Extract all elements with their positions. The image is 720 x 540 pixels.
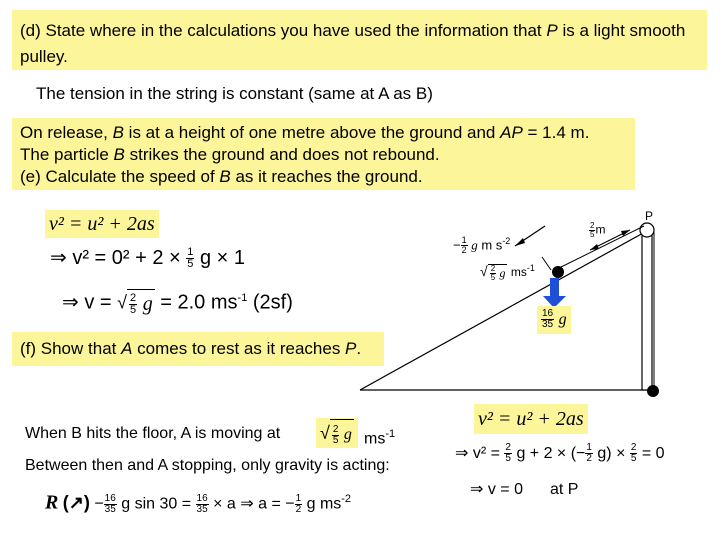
text: = 1.4 m. [522,123,590,142]
num: 2 [630,442,637,454]
sqrt-sign: √ [320,423,330,443]
part-d-text-1: (d) State where in the calculations you have used the information that [20,21,547,40]
var-p: P [345,339,357,358]
num: 16 [104,492,116,504]
unit: m s [481,237,503,253]
text: On release, [20,123,113,142]
g: g [499,265,506,280]
sqrt-body [127,289,155,318]
step2-lhs: ⇒ v = [62,291,112,314]
tail: × a ⇒ a = − [213,495,295,513]
lhs: ⇒ v = 0 [470,481,523,498]
unit: ms [364,430,386,448]
at-p-label: at P [550,481,579,498]
mid2: g) × [597,445,626,462]
part-d-var-p: P [546,21,558,40]
fraction [630,443,638,464]
fraction [461,236,468,255]
text: (e) Calculate the speed of [20,167,220,186]
minus: − [94,495,104,513]
g: g [142,292,153,315]
sqrt-body [488,264,508,282]
num: 16 [196,492,208,504]
exponent: -1 [237,292,248,304]
suvat-text: v² = u² + 2as [49,213,155,235]
var-b: B [219,167,231,186]
speed-label [480,260,535,282]
den: 2 [461,245,467,256]
exponent: -1 [385,428,396,440]
hits-floor-line [25,424,280,444]
var-a: A [121,339,133,358]
fraction [585,443,593,464]
den: 5 [332,434,339,446]
part-e-question [12,118,635,190]
particle-a [552,266,564,278]
part-f-question [12,332,384,366]
text: is at a height of one metre above the ground and [123,123,501,142]
hits-unit [364,424,395,449]
fraction [104,494,117,515]
step2-rhs: = 2.0 ms [160,291,238,314]
distance-arrow-head-1 [590,244,599,250]
var-b: B [113,145,125,164]
weight-arrow-shaft [550,278,559,298]
den: 5 [490,272,496,282]
part-d-text-2: is a light smooth pulley. [20,21,686,66]
step1-lhs: ⇒ v² = 0² + 2 × [50,247,181,269]
g: g [471,237,478,253]
g: g [343,426,352,444]
calc-f-step-2 [455,440,665,468]
calc-e-step-1 [50,244,245,272]
den: 5 [130,304,137,317]
text: as it reaches the ground. [230,167,423,186]
mid: g + 2 × (− [516,445,586,462]
wall [642,234,652,390]
fraction [490,265,496,282]
hits-speed-box [316,418,358,448]
text: The particle [20,145,114,164]
unit: m [595,222,606,237]
pulley-diagram [355,210,675,406]
gravity-line: Between then and A stopping, only gravity is acting: [25,457,390,474]
den: 2 [586,453,592,465]
num: 1 [586,442,592,454]
distance-label [589,222,605,239]
part-e-line-2 [20,144,635,166]
text: strikes the ground and does not rebound. [124,145,440,164]
tension-answer: The tension in the string is constant (same at A as B) [36,84,433,103]
exponent: -1 [526,263,535,273]
text: (f) Show that [20,339,122,358]
den: 2 [295,503,302,515]
label-p: P [645,209,654,223]
fraction [332,425,340,446]
resolve-line [45,485,351,518]
den: 35 [196,503,208,515]
sqrt-sign: √ [117,292,128,313]
part-e-line-3 [20,166,635,188]
weight-label [537,306,571,334]
r-arrow: (↗) [62,492,90,513]
num: 2 [332,423,339,435]
sqrt-sign: √ [480,263,488,279]
exponent: -2 [341,493,352,505]
end: g ms [306,495,342,513]
num: 1 [295,492,302,504]
g: g [558,311,567,328]
accel-arrow-head [515,238,525,246]
den: 5 [505,453,511,465]
calc-f-step-3 [470,476,523,504]
part-d-question [12,10,707,70]
den: 35 [104,503,116,515]
fraction [541,309,554,330]
hits-text: When B hits the floor, A is moving at [25,425,281,442]
text: comes to rest as it reaches [132,339,346,358]
var-ap: AP [500,123,523,142]
num: 2 [590,221,595,230]
num: 2 [490,263,496,273]
pulley-circle [640,223,654,237]
den: 35 [542,319,554,331]
suvat-formula-2 [474,404,588,434]
var-b: B [112,123,124,142]
num: 16 [542,308,554,320]
step2-tail: (2sf) [247,291,293,314]
step1-rhs: g × 1 [199,247,245,269]
part-e-line-1 [20,122,635,144]
text: . [356,339,362,358]
accel-label [453,233,510,255]
sign: − [453,237,461,253]
speed-arrow [542,257,551,270]
sqrt-body [330,419,354,450]
fraction [295,494,303,515]
den: 5 [630,453,637,465]
end: = 0 [641,445,665,462]
r-label: R [45,491,59,514]
num: 1 [461,235,467,246]
fraction [504,443,512,464]
unit: ms [510,265,527,279]
exponent: -2 [502,236,511,246]
suvat-text: v² = u² + 2as [478,408,584,430]
num: 1 [187,246,194,259]
fraction [196,494,209,515]
slope-line [360,232,645,390]
num: 2 [505,442,511,454]
calc-e-step-2 [62,284,293,318]
mid: g sin 30 = [121,495,192,513]
den: 5 [187,258,194,271]
den: 5 [590,230,595,239]
lhs: ⇒ v² = [455,445,500,462]
fraction [129,293,137,316]
suvat-formula-1 [45,210,159,238]
num: 2 [130,292,137,305]
fraction [186,247,194,270]
particle-b [647,385,659,397]
